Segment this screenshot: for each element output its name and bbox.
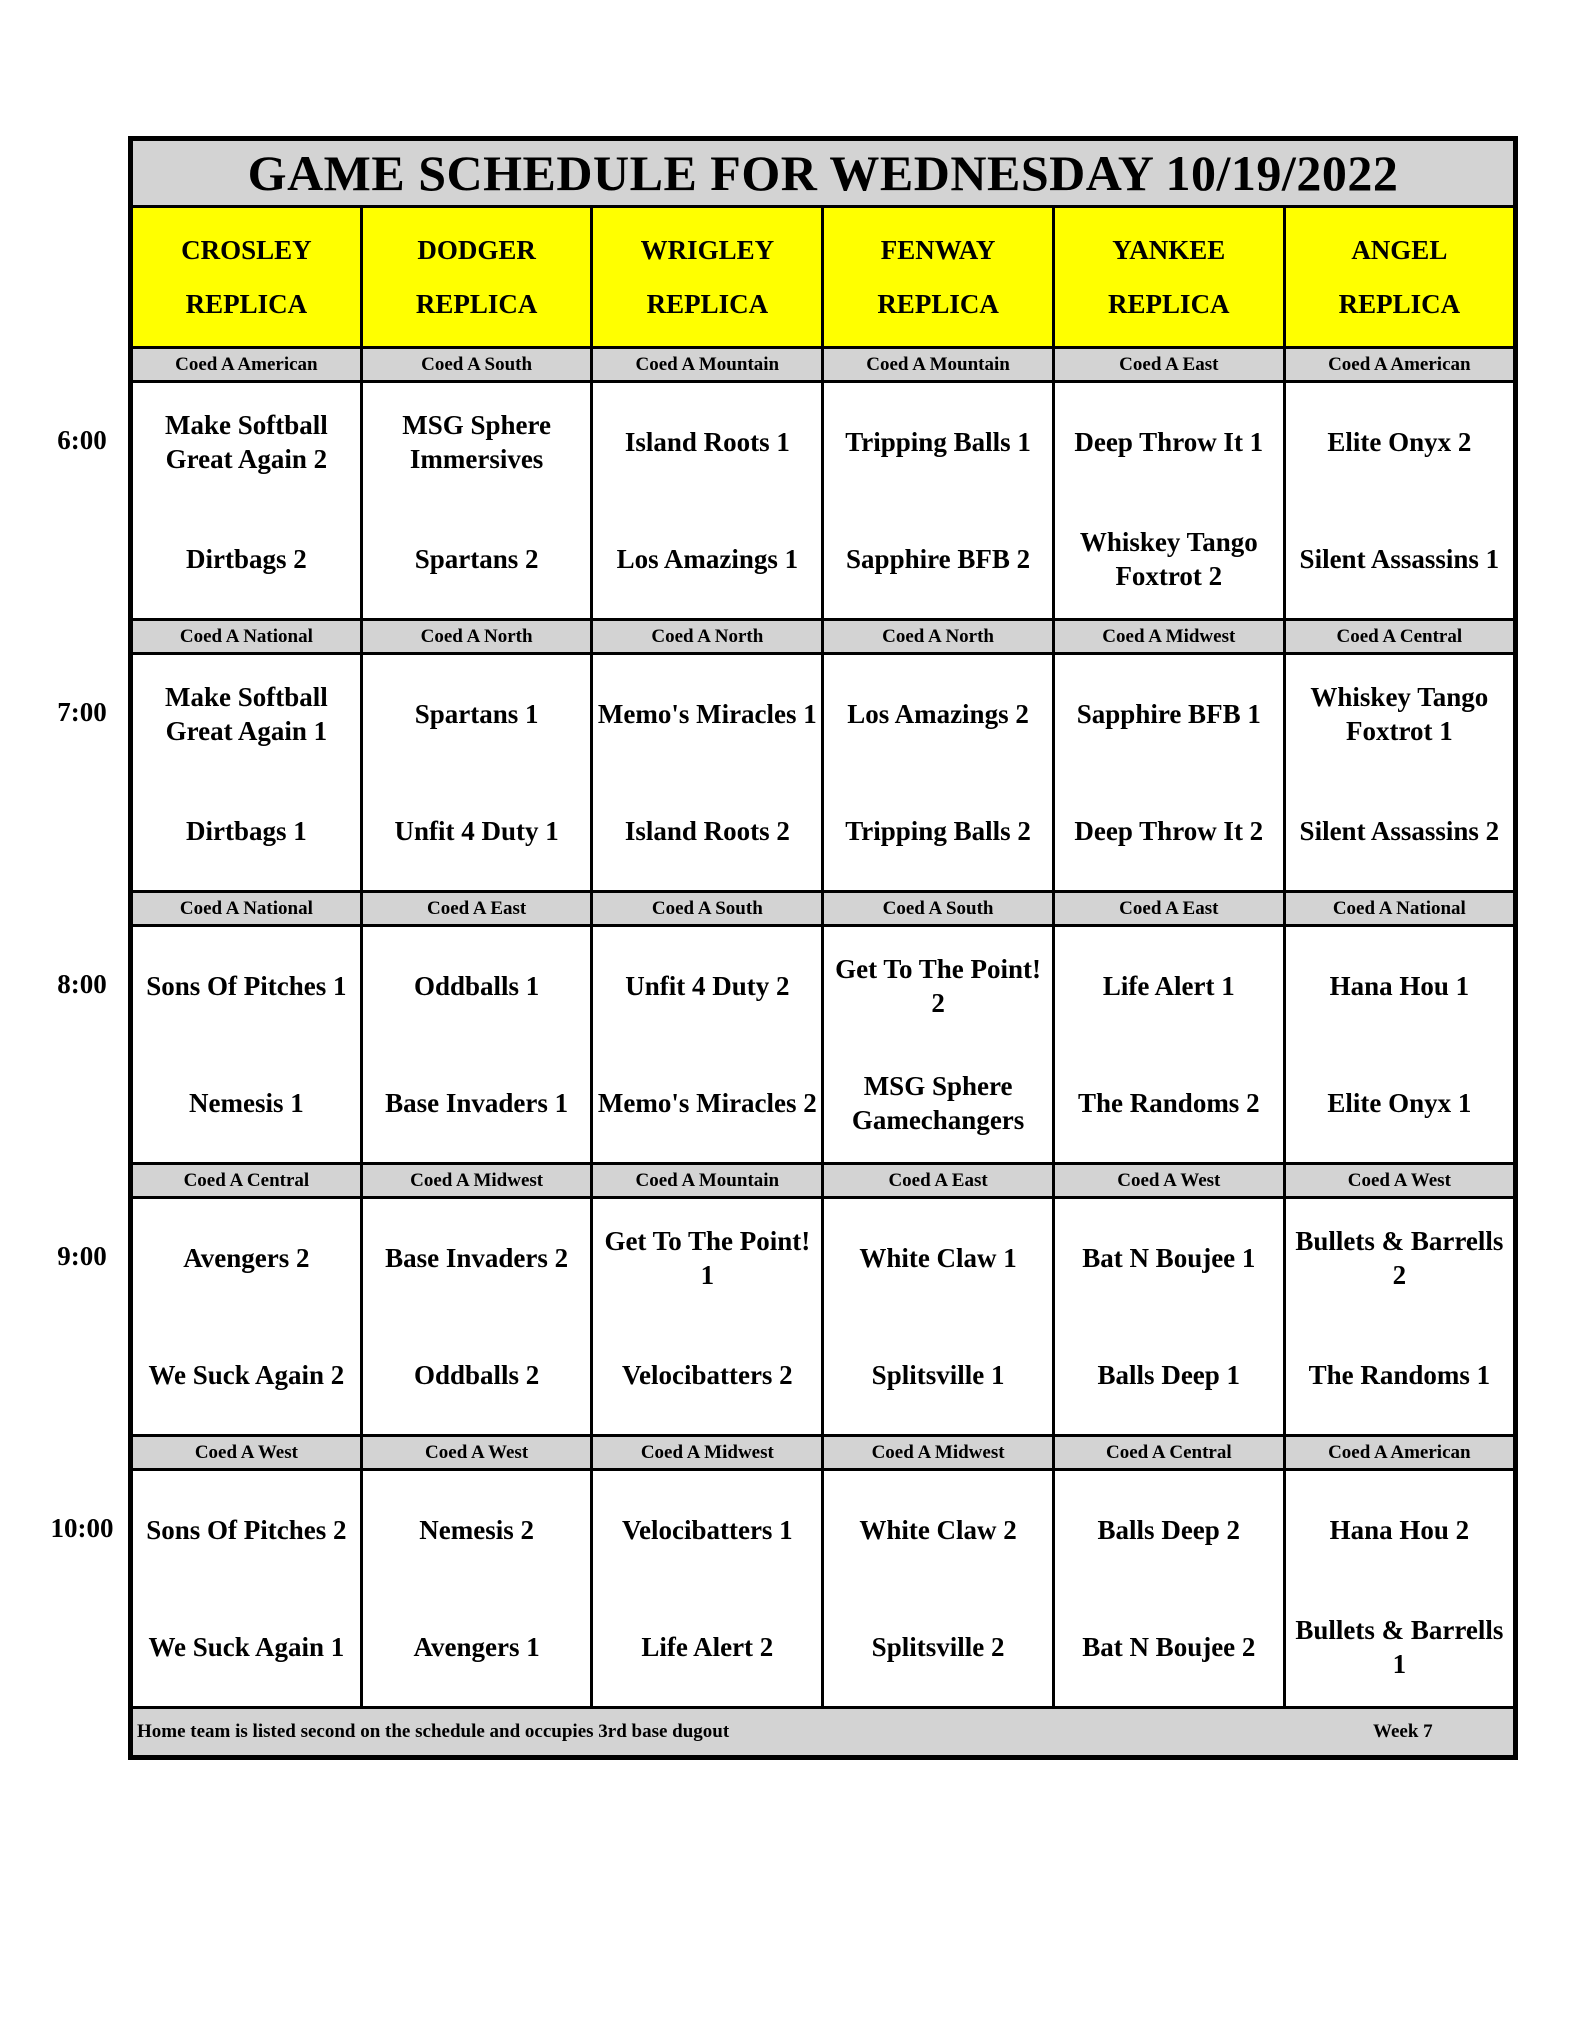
- page-title: GAME SCHEDULE FOR WEDNESDAY 10/19/2022: [131, 139, 1516, 207]
- game-cell: [592, 926, 823, 1164]
- division-row: [131, 620, 1516, 654]
- home-team: Tripping Balls 2: [845, 816, 1031, 846]
- division-label: Coed A Central: [1053, 1436, 1284, 1470]
- game-row: [131, 382, 1516, 620]
- division-label: Coed A National: [1284, 892, 1515, 926]
- footer-note: Home team is listed second on the schedule and occupies 3rd base dugout: [137, 1721, 730, 1742]
- venue-header-row: [131, 207, 1516, 348]
- away-team: Sapphire BFB 1: [1076, 699, 1261, 729]
- division-label: Coed A East: [1053, 892, 1284, 926]
- home-team: Life Alert 2: [641, 1632, 774, 1662]
- away-team: Unfit 4 Duty 2: [625, 971, 790, 1001]
- game-cell: [592, 1198, 823, 1436]
- game-row: [131, 1198, 1516, 1436]
- venue-name: ANGEL: [1351, 235, 1448, 265]
- game-cell: [823, 382, 1054, 620]
- division-label: Coed A National: [131, 620, 362, 654]
- away-team: Hana Hou 2: [1329, 1515, 1470, 1545]
- game-row: [131, 654, 1516, 892]
- venue-subtitle: REPLICA: [877, 289, 999, 319]
- time-label: 7:00: [57, 697, 107, 727]
- division-label: Coed A West: [1053, 1164, 1284, 1198]
- game-row: [131, 926, 1516, 1164]
- home-team: The Randoms 1: [1308, 1360, 1491, 1390]
- game-cell: [131, 382, 362, 620]
- division-row: [131, 892, 1516, 926]
- home-team: Bullets & Barrells 1: [1295, 1615, 1504, 1679]
- venue-name: YANKEE: [1112, 235, 1226, 265]
- game-cell: [361, 382, 592, 620]
- game-cell: [1284, 654, 1515, 892]
- home-team: Deep Throw It 2: [1074, 816, 1264, 846]
- venue-name: DODGER: [417, 235, 536, 265]
- game-cell: [823, 926, 1054, 1164]
- division-label: Coed A North: [823, 620, 1054, 654]
- away-team: Oddballs 1: [413, 971, 540, 1001]
- footer-cell: [131, 1708, 1516, 1758]
- division-label: Coed A South: [361, 348, 592, 382]
- division-label: Coed A Midwest: [1053, 620, 1284, 654]
- home-team: Los Amazings 1: [616, 544, 799, 574]
- division-label: Coed A American: [1284, 348, 1515, 382]
- away-team: Get To The Point! 1: [604, 1226, 811, 1290]
- game-cell: [1053, 654, 1284, 892]
- game-cell: [1053, 1470, 1284, 1708]
- home-team: Balls Deep 1: [1097, 1360, 1241, 1390]
- venue-header: [823, 207, 1054, 348]
- home-team: Dirtbags 2: [185, 544, 307, 574]
- game-cell: [592, 654, 823, 892]
- division-label: Coed A American: [1284, 1436, 1515, 1470]
- away-team: Life Alert 1: [1102, 971, 1235, 1001]
- venue-subtitle: REPLICA: [646, 289, 769, 319]
- division-label: Coed A East: [361, 892, 592, 926]
- away-team: Balls Deep 2: [1097, 1515, 1241, 1545]
- home-team: We Suck Again 1: [148, 1632, 345, 1662]
- division-label: Coed A Midwest: [823, 1436, 1054, 1470]
- venue-subtitle: REPLICA: [1338, 289, 1461, 319]
- home-team: Base Invaders 1: [385, 1088, 569, 1118]
- away-team: Nemesis 2: [419, 1515, 534, 1545]
- game-cell: [823, 654, 1054, 892]
- home-team: We Suck Again 2: [148, 1360, 345, 1390]
- home-team: Sapphire BFB 2: [846, 544, 1031, 574]
- away-team: Make Softball Great Again 2: [164, 410, 328, 474]
- division-label: Coed A Mountain: [592, 1164, 823, 1198]
- away-team: Elite Onyx 2: [1327, 427, 1472, 457]
- division-label: Coed A East: [823, 1164, 1054, 1198]
- division-label: Coed A Central: [131, 1164, 362, 1198]
- away-team: Bullets & Barrells 2: [1295, 1226, 1504, 1290]
- home-team: Dirtbags 1: [185, 816, 307, 846]
- venue-subtitle: REPLICA: [1108, 289, 1230, 319]
- time-label: 10:00: [50, 1513, 114, 1543]
- game-cell: [1284, 382, 1515, 620]
- home-team: MSG Sphere Gamechangers: [851, 1071, 1025, 1135]
- away-team: Make Softball Great Again 1: [164, 682, 328, 746]
- game-cell: [823, 1198, 1054, 1436]
- division-label: Coed A North: [592, 620, 823, 654]
- game-cell: [592, 382, 823, 620]
- game-cell: [131, 654, 362, 892]
- division-label: Coed A West: [361, 1436, 592, 1470]
- venue-name: CROSLEY: [181, 235, 312, 265]
- game-cell: [361, 1198, 592, 1436]
- home-team: Island Roots 2: [624, 816, 790, 846]
- venue-subtitle: REPLICA: [185, 289, 308, 319]
- away-team: White Claw 1: [859, 1243, 1017, 1273]
- footer-row: [131, 1708, 1516, 1758]
- away-team: Bat N Boujee 1: [1082, 1243, 1256, 1273]
- division-label: Coed A East: [1053, 348, 1284, 382]
- game-cell: [131, 1198, 362, 1436]
- division-label: Coed A North: [361, 620, 592, 654]
- away-team: Deep Throw It 1: [1074, 427, 1264, 457]
- division-label: Coed A National: [131, 892, 362, 926]
- home-team: Splitsville 1: [871, 1360, 1005, 1390]
- venue-name: WRIGLEY: [640, 235, 775, 265]
- game-cell: [1053, 926, 1284, 1164]
- away-team: Island Roots 1: [624, 427, 790, 457]
- division-label: Coed A West: [131, 1436, 362, 1470]
- game-cell: [823, 1470, 1054, 1708]
- away-team: White Claw 2: [859, 1515, 1017, 1545]
- game-cell: [1284, 1198, 1515, 1436]
- game-cell: [361, 926, 592, 1164]
- time-label: 8:00: [57, 969, 107, 999]
- division-label: Coed A West: [1284, 1164, 1515, 1198]
- division-row: [131, 1164, 1516, 1198]
- home-team: Silent Assassins 2: [1299, 816, 1500, 846]
- division-label: Coed A Mountain: [823, 348, 1054, 382]
- home-team: Velocibatters 2: [621, 1360, 793, 1390]
- game-cell: [131, 1470, 362, 1708]
- division-label: Coed A South: [823, 892, 1054, 926]
- game-cell: [131, 926, 362, 1164]
- game-cell: [1053, 1198, 1284, 1436]
- away-team: Tripping Balls 1: [845, 427, 1031, 457]
- home-team: Nemesis 1: [189, 1088, 304, 1118]
- venue-header: [1284, 207, 1515, 348]
- time-label: 6:00: [57, 425, 107, 455]
- home-team: The Randoms 2: [1078, 1088, 1260, 1118]
- venue-header: [131, 207, 362, 348]
- home-team: Unfit 4 Duty 1: [394, 816, 559, 846]
- venue-header: [1053, 207, 1284, 348]
- away-team: Base Invaders 2: [385, 1243, 569, 1273]
- away-team: Los Amazings 2: [847, 699, 1029, 729]
- division-row: [131, 1436, 1516, 1470]
- away-team: MSG Sphere Immersives: [402, 410, 551, 474]
- away-team: Whiskey Tango Foxtrot 1: [1310, 682, 1489, 746]
- away-team: Get To The Point! 2: [835, 954, 1041, 1018]
- home-team: Memo's Miracles 2: [597, 1088, 817, 1118]
- away-team: Hana Hou 1: [1329, 971, 1470, 1001]
- game-row: [131, 1470, 1516, 1708]
- home-team: Bat N Boujee 2: [1082, 1632, 1256, 1662]
- home-team: Whiskey Tango Foxtrot 2: [1079, 527, 1258, 591]
- venue-name: FENWAY: [880, 235, 996, 265]
- division-row: [131, 348, 1516, 382]
- home-team: Silent Assassins 1: [1299, 544, 1500, 574]
- home-team: Spartans 2: [414, 544, 539, 574]
- game-cell: [592, 1470, 823, 1708]
- division-label: Coed A Mountain: [592, 348, 823, 382]
- away-team: Sons Of Pitches 1: [146, 971, 347, 1001]
- game-cell: [1053, 382, 1284, 620]
- division-label: Coed A Midwest: [592, 1436, 823, 1470]
- away-team: Sons Of Pitches 2: [146, 1515, 347, 1545]
- division-label: Coed A American: [131, 348, 362, 382]
- venue-subtitle: REPLICA: [415, 289, 538, 319]
- venue-header: [361, 207, 592, 348]
- away-team: Memo's Miracles 1: [597, 699, 817, 729]
- time-label: 9:00: [57, 1241, 107, 1271]
- division-label: Coed A South: [592, 892, 823, 926]
- home-team: Elite Onyx 1: [1327, 1088, 1472, 1118]
- schedule-table: [128, 136, 1518, 1760]
- game-cell: [361, 1470, 592, 1708]
- home-team: Splitsville 2: [871, 1632, 1005, 1662]
- division-label: Coed A Central: [1284, 620, 1515, 654]
- away-team: Spartans 1: [414, 699, 539, 729]
- home-team: Avengers 1: [413, 1632, 540, 1662]
- game-cell: [1284, 926, 1515, 1164]
- division-label: Coed A Midwest: [361, 1164, 592, 1198]
- week-label: Week 7: [1373, 1721, 1433, 1742]
- home-team: Oddballs 2: [413, 1360, 540, 1390]
- game-cell: [1284, 1470, 1515, 1708]
- venue-header: [592, 207, 823, 348]
- away-team: Velocibatters 1: [621, 1515, 793, 1545]
- away-team: Avengers 2: [183, 1243, 310, 1273]
- game-cell: [361, 654, 592, 892]
